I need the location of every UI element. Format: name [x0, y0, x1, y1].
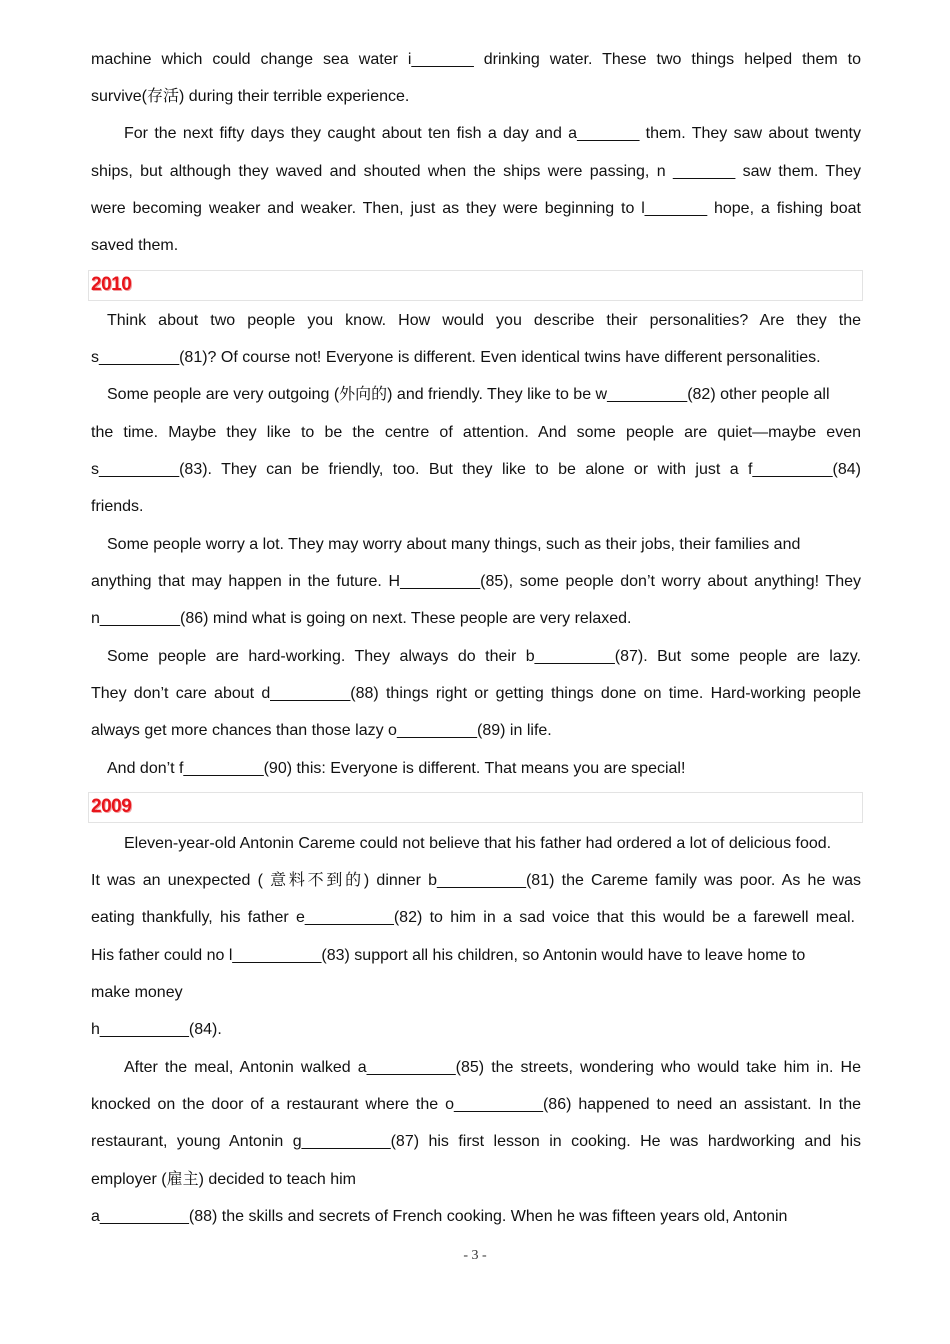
- text-line: h__________(84).: [91, 1021, 222, 1038]
- text-line: survive(存活) during their terrible experience.: [91, 88, 410, 105]
- text-line: And don’t f_________(90) this: Everyone is different. That means you are special!: [107, 760, 686, 777]
- section-heading-2010: [88, 270, 863, 301]
- text-line: Some people are hard-working. They always do their b_________(87). But some people are lazy.: [107, 648, 861, 665]
- text-line: s_________(81)? Of course not! Everyone is different. Even identical twins have different personalities.: [91, 349, 821, 366]
- text-line: s_________(83). They can be friendly, too. But they like to be alone or with just a f_________(84): [91, 461, 861, 478]
- text-line: Think about two people you know. How would you describe their personalities? Are they the: [107, 312, 861, 329]
- text-line: make money: [91, 984, 183, 1001]
- text-line: friends.: [91, 498, 144, 515]
- text-line: Some people worry a lot. They may worry about many things, such as their jobs, their families and: [107, 536, 801, 553]
- section-heading-label: 2009: [91, 796, 132, 817]
- text-line: They don’t care about d_________(88) things right or getting things done on time. Hard-working people: [91, 685, 861, 702]
- text-line: Some people are very outgoing (外向的) and friendly. They like to be w_________(82) other people all: [107, 386, 830, 403]
- text-line: His father could no l__________(83) support all his children, so Antonin would have to leave home to: [91, 947, 806, 964]
- text-line: a__________(88) the skills and secrets of French cooking. When he was fifteen years old, Antonin: [91, 1208, 788, 1225]
- text-line: knocked on the door of a restaurant where the o__________(86) happened to need an assistant. In the: [91, 1096, 861, 1113]
- text-line: the time. Maybe they like to be the centre of attention. And some people are quiet—maybe even: [91, 424, 861, 441]
- text-line: machine which could change sea water i_______ drinking water. These two things helped them to: [91, 51, 861, 68]
- text-line: always get more chances than those lazy o_________(89) in life.: [91, 722, 552, 739]
- section-heading-label: 2010: [91, 274, 132, 295]
- section-heading-2009: [88, 792, 863, 823]
- text-line: For the next fifty days they caught about ten fish a day and a_______ them. They saw about twenty: [124, 125, 861, 142]
- text-line: restaurant, young Antonin g__________(87) his first lesson in cooking. He was hardworking and his: [91, 1133, 861, 1150]
- text-line: anything that may happen in the future. H_________(85), some people don’t worry about anything! They: [91, 573, 861, 590]
- text-line: Eleven-year-old Antonin Careme could not believe that his father had ordered a lot of delicious food.: [124, 835, 832, 852]
- text-line: employer (雇主) decided to teach him: [91, 1171, 357, 1188]
- text-line: n_________(86) mind what is going on next. These people are very relaxed.: [91, 610, 632, 627]
- text-line: ships, but although they waved and shouted when the ships were passing, n _______ saw them. They: [91, 163, 861, 180]
- text-line: eating thankfully, his father e__________(82) to him in a sad voice that this would be a farewell meal.: [91, 909, 855, 926]
- text-line: saved them.: [91, 237, 179, 254]
- text-line: It was an unexpected ( 意料不到的) dinner b__________(81) the Careme family was poor. As he was: [91, 872, 861, 889]
- page-number: - 3 -: [463, 1248, 487, 1263]
- text-line: After the meal, Antonin walked a__________(85) the streets, wondering who would take him in. He: [124, 1059, 861, 1076]
- text-line: were becoming weaker and weaker. Then, just as they were beginning to l_______ hope, a fishing boat: [91, 200, 861, 217]
